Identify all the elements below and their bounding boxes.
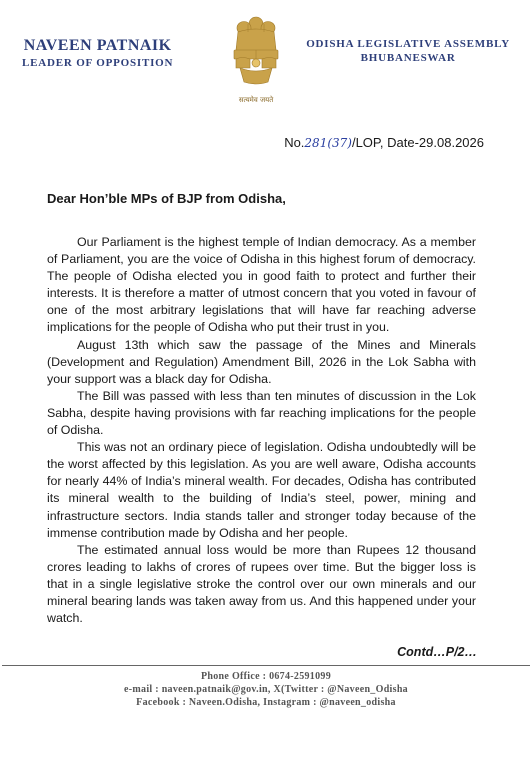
paragraph: The Bill was passed with less than ten minutes of discussion in the Lok Sabha, despite having provisions with far reaching implications for the people of Odisha. [47,388,476,438]
assembly-name: ODISHA LEGISLATIVE ASSEMBLY [306,38,510,50]
assembly-city: BHUBANESWAR [360,52,456,64]
reference-prefix: No. [284,135,305,150]
emblem-motto: सत्यमेव जयते [238,96,274,104]
reference-suffix: /LOP, Date-29.08.2026 [351,135,484,150]
continuation-note: Contd…P/2… [397,645,477,659]
footer-social: Facebook : Naveen.Odisha, Instagram : @naveen_odisha [136,697,396,708]
paragraph: August 13th which saw the passage of the Mines and Minerals (Development and Regulation) Amendment Bill, 2026 in the Lok Sabha with your support was a black day for Odisha. [47,337,476,386]
reference-line [284,135,484,150]
footer-divider [2,665,530,666]
state-emblem [220,10,292,110]
paragraph: This was not an ordinary piece of legislation. Odisha undoubtedly will be the worst affected by this legislation. As you are well aware, Odisha accounts for nearly 44% of India’s mineral wealth. For decades, Odisha has contributed its mineral wealth to the building of India’s steel, power, mining and infrastructure sectors. India stands taller and stronger today because of the immense contribution made by Odisha and her people. [47,440,476,540]
footer-phone: Phone Office : 0674-2591099 [200,671,332,682]
salutation: Dear Hon’ble MPs of BJP from Odisha, [47,191,286,206]
lion-capital-emblem-icon [220,10,292,98]
sender-name: NAVEEN PATNAIK [23,37,172,54]
footer-contact [0,670,532,709]
reference-number-handwritten: 281(37) [304,136,352,150]
paragraph: Our Parliament is the highest temple of Indian democracy. As a member of Parliament, you are the voice of Odisha in this highest forum of democracy. The people of Odisha elected you in good faith to protect and further their interests. It is therefore a matter of utmost concern that you voted in favour of one of the most arbitrary legislations that will have far reaching adverse implications for the people of Odisha who put their trust in you. [47,235,476,335]
paragraph: The estimated annual loss would be more than Rupees 12 thousand crores leading to lakhs of crores of rupees over time. But the bigger loss is that in a single legislative stroke the control over our own minerals and our mineral bearing lands was taken away from us. And this happened under your watch. [47,542,476,626]
letter-body [47,234,476,627]
letterhead-sender [22,37,173,69]
letterhead-office [306,37,510,65]
sender-role: LEADER OF OPPOSITION [22,57,174,69]
footer-email: e-mail : naveen.patnaik@gov.in, X(Twitter : @Naveen_Odisha [124,684,408,695]
